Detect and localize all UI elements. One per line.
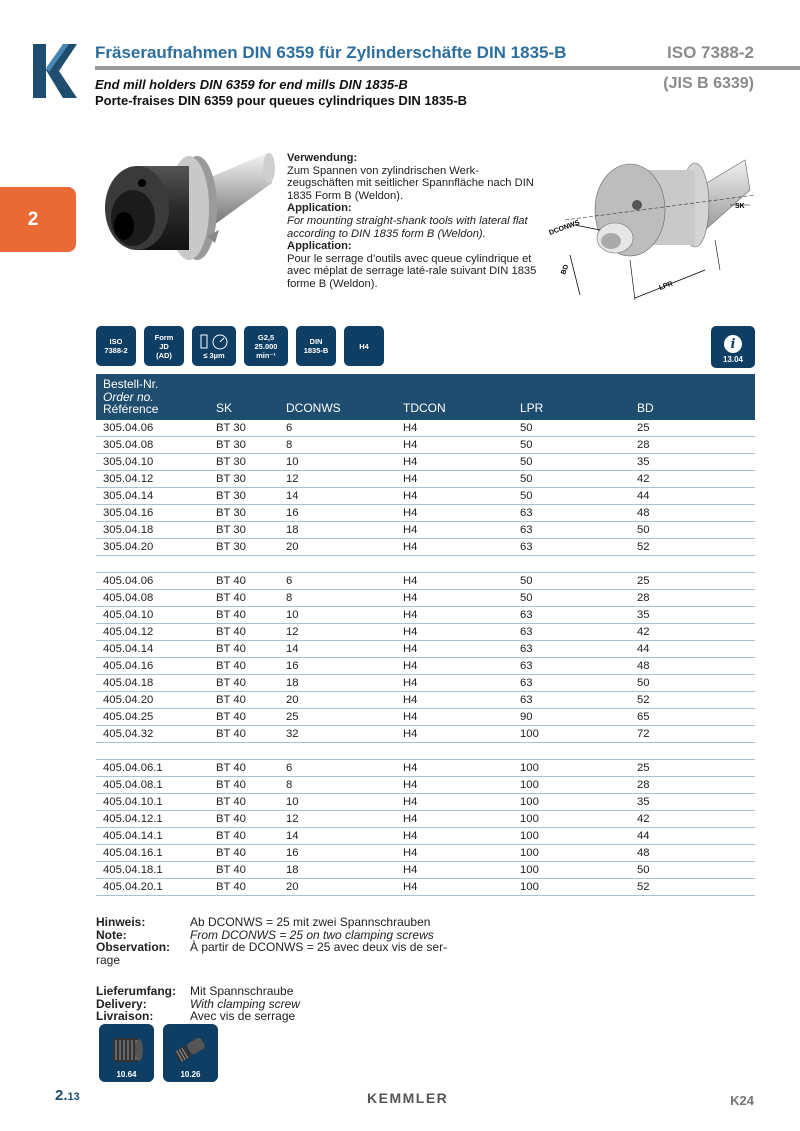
cell-bd: 28: [637, 779, 650, 791]
cell-lpr: 63: [520, 694, 533, 706]
table-row[interactable]: [96, 539, 755, 556]
cell-bd: 44: [637, 830, 650, 842]
cell-lpr: 63: [520, 541, 533, 553]
accessory-code-1: 10.64: [116, 1070, 137, 1079]
cell-order-no: 305.04.12: [103, 473, 154, 485]
cell-lpr: 100: [520, 830, 539, 842]
cell-lpr: 50: [520, 575, 533, 587]
cell-sk: BT 30: [216, 422, 246, 434]
cell-order-no: 405.04.18.1: [103, 864, 163, 876]
cell-dconws: 20: [286, 881, 299, 893]
note-label-de: Hinweis:: [96, 915, 146, 929]
cell-dconws: 14: [286, 830, 299, 842]
col-header-dconws: DCONWS: [286, 401, 341, 415]
cell-tdcon: H4: [403, 643, 418, 655]
cell-sk: BT 40: [216, 609, 246, 621]
cell-sk: BT 40: [216, 592, 246, 604]
cell-sk: BT 40: [216, 830, 246, 842]
cell-order-no: 405.04.18: [103, 677, 154, 689]
cell-order-no: 305.04.20: [103, 541, 154, 553]
group-separator: [96, 556, 755, 573]
product-table: [96, 420, 755, 896]
col-header-tdcon: TDCON: [403, 401, 446, 415]
order-header-en: Order no.: [103, 389, 154, 404]
cell-lpr: 50: [520, 439, 533, 451]
cell-tdcon: H4: [403, 439, 418, 451]
table-row[interactable]: [96, 437, 755, 454]
page-number-sub: 13: [67, 1091, 80, 1103]
cell-order-no: 405.04.12.1: [103, 813, 163, 825]
cell-tdcon: H4: [403, 796, 418, 808]
cell-lpr: 100: [520, 796, 539, 808]
cell-bd: 50: [637, 677, 650, 689]
cell-tdcon: H4: [403, 626, 418, 638]
cell-bd: 50: [637, 864, 650, 876]
cell-order-no: 405.04.06.1: [103, 762, 163, 774]
cell-tdcon: H4: [403, 660, 418, 672]
cell-bd: 65: [637, 711, 650, 723]
cell-tdcon: H4: [403, 575, 418, 587]
table-row[interactable]: [96, 488, 755, 505]
table-row[interactable]: [96, 607, 755, 624]
note-text-de: Ab DCONWS = 25 mit zwei Spannschrauben: [190, 915, 431, 929]
cell-order-no: 405.04.20: [103, 694, 154, 706]
table-row[interactable]: [96, 420, 755, 437]
table-row[interactable]: [96, 522, 755, 539]
cell-sk: BT 40: [216, 762, 246, 774]
order-header-de: Bestell-Nr.: [103, 377, 159, 391]
din-icon: [296, 326, 336, 366]
info-code: 13.04: [722, 355, 744, 364]
cell-bd: 25: [637, 422, 650, 434]
runout-icon: [192, 326, 236, 366]
cell-dconws: 25: [286, 711, 299, 723]
cell-sk: BT 30: [216, 524, 246, 536]
cell-lpr: 63: [520, 660, 533, 672]
h4-icon: [344, 326, 384, 366]
cell-tdcon: H4: [403, 592, 418, 604]
cell-sk: BT 40: [216, 694, 246, 706]
header-divider: [95, 66, 800, 70]
cell-sk: BT 40: [216, 575, 246, 587]
cell-lpr: 100: [520, 813, 539, 825]
delivery-label-en: Delivery:: [96, 996, 147, 1011]
table-row[interactable]: [96, 794, 755, 811]
table-row[interactable]: [96, 641, 755, 658]
cell-tdcon: H4: [403, 830, 418, 842]
cell-bd: 28: [637, 439, 650, 451]
table-row[interactable]: [96, 845, 755, 862]
info-i-icon: i: [724, 335, 742, 353]
cell-sk: BT 40: [216, 643, 246, 655]
cell-sk: BT 30: [216, 490, 246, 502]
form-icon-l3: (AD): [156, 350, 172, 360]
cell-order-no: 405.04.20.1: [103, 881, 163, 893]
table-row[interactable]: [96, 454, 755, 471]
iso-standard: ISO 7388-2: [667, 43, 754, 62]
usage-description: [287, 152, 542, 291]
table-row[interactable]: [96, 879, 755, 896]
usage-de-text: Zum Spannen von zylindrischen Werk-zeugschäften mit seitlicher Spannfläche nach DIN 1835 Form B (Weldon).: [287, 164, 534, 202]
table-row[interactable]: [96, 777, 755, 794]
cell-dconws: 8: [286, 779, 293, 791]
cell-lpr: 63: [520, 609, 533, 621]
table-row[interactable]: [96, 590, 755, 607]
cell-tdcon: H4: [403, 711, 418, 723]
spec-icons: [96, 326, 384, 366]
cell-tdcon: H4: [403, 524, 418, 536]
note-text-en: From DCONWS = 25 on two clamping screws: [190, 927, 434, 942]
cell-bd: 35: [637, 456, 650, 468]
cell-order-no: 405.04.32: [103, 728, 154, 740]
order-number-header: [103, 378, 158, 416]
cell-bd: 25: [637, 762, 650, 774]
cell-dconws: 32: [286, 728, 299, 740]
cell-bd: 25: [637, 575, 650, 587]
cell-lpr: 100: [520, 762, 539, 774]
cell-bd: 44: [637, 490, 650, 502]
cell-lpr: 100: [520, 728, 539, 740]
usage-en-text: For mounting straight-shank tools with lateral flat according to DIN 1835 form B (Weldon).: [287, 214, 528, 240]
table-row[interactable]: [96, 471, 755, 488]
chapter-tab[interactable]: [0, 187, 76, 252]
cell-lpr: 63: [520, 507, 533, 519]
label-bd: BD: [560, 263, 571, 276]
delivery-label-fr: Livraison:: [96, 1009, 154, 1023]
cell-tdcon: H4: [403, 490, 418, 502]
chapter-number: 2: [27, 208, 39, 230]
cell-dconws: 14: [286, 643, 299, 655]
cell-tdcon: H4: [403, 677, 418, 689]
cell-sk: BT 30: [216, 507, 246, 519]
iso-icon: [96, 326, 136, 366]
cell-dconws: 18: [286, 524, 299, 536]
label-sk: SK: [735, 203, 745, 210]
brand-footer: KEMMLER: [367, 1090, 449, 1106]
cell-order-no: 405.04.06: [103, 575, 154, 587]
cell-sk: BT 40: [216, 881, 246, 893]
balance-icon-l1: G2,5: [257, 332, 275, 342]
usage-fr-heading: Application:: [287, 240, 352, 253]
accessory-set-screw[interactable]: [99, 1024, 154, 1082]
cell-dconws: 8: [286, 592, 293, 604]
cell-sk: BT 40: [216, 864, 246, 876]
cell-sk: BT 30: [216, 541, 246, 553]
cell-order-no: 305.04.18: [103, 524, 154, 536]
balance-icon-l3: min⁻¹: [256, 350, 276, 360]
cell-bd: 52: [637, 541, 650, 553]
cell-dconws: 10: [286, 456, 299, 468]
cell-tdcon: H4: [403, 609, 418, 621]
cell-bd: 28: [637, 592, 650, 604]
cell-dconws: 14: [286, 490, 299, 502]
set-screw-icon: [107, 1032, 147, 1068]
cell-sk: BT 40: [216, 779, 246, 791]
info-icon[interactable]: [711, 326, 755, 368]
cell-lpr: 90: [520, 711, 533, 723]
cell-order-no: 405.04.10: [103, 609, 154, 621]
dial-gauge-icon: [199, 333, 229, 351]
cell-order-no: 405.04.16: [103, 660, 154, 672]
table-row[interactable]: [96, 828, 755, 845]
cell-tdcon: H4: [403, 728, 418, 740]
runout-icon-label: ≤ 3µm: [203, 350, 225, 360]
page-title-en: End mill holders DIN 6359 for end mills DIN 1835-B: [95, 77, 408, 92]
accessory-clamping-screw[interactable]: [163, 1024, 218, 1082]
page-number: [55, 1087, 80, 1104]
note-label-fr: Observation:: [96, 940, 171, 954]
balance-icon: [244, 326, 288, 366]
label-dconws: DCONWS: [548, 219, 581, 237]
clamping-screw-icon: [171, 1032, 211, 1068]
cell-dconws: 18: [286, 864, 299, 876]
cell-dconws: 10: [286, 796, 299, 808]
table-row[interactable]: [96, 862, 755, 879]
cell-bd: 48: [637, 847, 650, 859]
cell-order-no: 405.04.14: [103, 643, 154, 655]
cell-sk: BT 30: [216, 439, 246, 451]
cell-lpr: 63: [520, 677, 533, 689]
cell-tdcon: H4: [403, 813, 418, 825]
col-header-lpr: LPR: [520, 401, 544, 415]
cell-bd: 52: [637, 881, 650, 893]
cell-dconws: 12: [286, 473, 299, 485]
cell-sk: BT 40: [216, 711, 246, 723]
form-icon: [144, 326, 184, 366]
cell-lpr: 50: [520, 422, 533, 434]
table-header: [96, 374, 755, 420]
form-icon-l1: Form: [154, 332, 174, 342]
cell-dconws: 20: [286, 694, 299, 706]
kemmler-logo: [33, 44, 77, 98]
order-header-fr: Référence: [103, 402, 159, 416]
cell-sk: BT 40: [216, 813, 246, 825]
cell-lpr: 100: [520, 779, 539, 791]
cell-tdcon: H4: [403, 779, 418, 791]
cell-order-no: 305.04.10: [103, 456, 154, 468]
cell-bd: 44: [637, 643, 650, 655]
note-label-en: Note:: [96, 927, 127, 942]
cell-lpr: 50: [520, 592, 533, 604]
cell-dconws: 6: [286, 422, 293, 434]
cell-order-no: 305.04.08: [103, 439, 154, 451]
delivery-label-de: Lieferumfang:: [96, 984, 177, 998]
iso-icon-top: ISO: [109, 337, 123, 346]
cell-dconws: 18: [286, 677, 299, 689]
table-row[interactable]: [96, 658, 755, 675]
cell-lpr: 100: [520, 864, 539, 876]
cell-order-no: 405.04.08.1: [103, 779, 163, 791]
cell-tdcon: H4: [403, 694, 418, 706]
form-icon-l2: JD: [159, 341, 169, 351]
cell-dconws: 6: [286, 762, 293, 774]
h4-icon-label: H4: [359, 341, 369, 351]
table-row[interactable]: [96, 811, 755, 828]
cell-bd: 72: [637, 728, 650, 740]
cell-sk: BT 40: [216, 626, 246, 638]
cell-bd: 50: [637, 524, 650, 536]
table-row[interactable]: [96, 760, 755, 777]
cell-sk: BT 30: [216, 473, 246, 485]
cell-order-no: 405.04.14.1: [103, 830, 163, 842]
cell-bd: 48: [637, 660, 650, 672]
cell-dconws: 20: [286, 541, 299, 553]
cell-order-no: 405.04.10.1: [103, 796, 163, 808]
page-number-main: 2.: [55, 1087, 68, 1104]
page-title-de: Fräseraufnahmen DIN 6359 für Zylinderschäfte DIN 1835-B: [95, 43, 567, 62]
cell-sk: BT 40: [216, 796, 246, 808]
cell-tdcon: H4: [403, 864, 418, 876]
balance-icon-l2: 25.000: [254, 341, 278, 351]
cell-order-no: 405.04.16.1: [103, 847, 163, 859]
tool-holder-photo: [97, 148, 277, 273]
cell-tdcon: H4: [403, 507, 418, 519]
col-header-bd: BD: [637, 401, 654, 415]
cell-order-no: 405.04.08: [103, 592, 154, 604]
cell-tdcon: H4: [403, 541, 418, 553]
cell-lpr: 100: [520, 881, 539, 893]
cell-lpr: 63: [520, 524, 533, 536]
page-title-fr: Porte-fraises DIN 6359 pour queues cylindriques DIN 1835-B: [95, 93, 468, 108]
usage-fr-text: Pour le serrage d’outils avec queue cylindrique et avec méplat de serrage laté-rale suivant DIN 1835 forme B (Weldon).: [287, 252, 537, 290]
cell-tdcon: H4: [403, 847, 418, 859]
cell-dconws: 12: [286, 626, 299, 638]
cell-order-no: 305.04.06: [103, 422, 154, 434]
usage-en-heading: Application:: [287, 202, 352, 215]
table-row[interactable]: [96, 726, 755, 743]
cell-dconws: 12: [286, 813, 299, 825]
cell-bd: 35: [637, 609, 650, 621]
cell-bd: 48: [637, 507, 650, 519]
table-row[interactable]: [96, 692, 755, 709]
table-row[interactable]: [96, 675, 755, 692]
cell-order-no: 405.04.25: [103, 711, 154, 723]
cell-order-no: 305.04.16: [103, 507, 154, 519]
cell-lpr: 50: [520, 456, 533, 468]
cell-sk: BT 40: [216, 660, 246, 672]
cell-bd: 35: [637, 796, 650, 808]
table-row[interactable]: [96, 505, 755, 522]
table-row[interactable]: [96, 573, 755, 590]
delivery-text-en: With clamping screw: [190, 996, 300, 1011]
cell-dconws: 8: [286, 439, 293, 451]
cell-sk: BT 30: [216, 456, 246, 468]
cell-sk: BT 40: [216, 728, 246, 740]
cell-lpr: 100: [520, 847, 539, 859]
label-lpr: LPR: [658, 280, 674, 292]
cell-lpr: 50: [520, 490, 533, 502]
din-icon-bottom: 1835-B: [303, 346, 329, 355]
cell-sk: BT 40: [216, 677, 246, 689]
cell-bd: 42: [637, 626, 650, 638]
col-header-sk: SK: [216, 401, 233, 415]
table-row[interactable]: [96, 624, 755, 641]
catalog-code: K24: [730, 1093, 754, 1108]
cell-order-no: 405.04.12: [103, 626, 154, 638]
cell-tdcon: H4: [403, 473, 418, 485]
cell-bd: 42: [637, 473, 650, 485]
cell-tdcon: H4: [403, 422, 418, 434]
cell-dconws: 16: [286, 660, 299, 672]
cell-tdcon: H4: [403, 881, 418, 893]
cell-dconws: 16: [286, 847, 299, 859]
cell-lpr: 50: [520, 473, 533, 485]
iso-icon-bottom: 7388-2: [104, 346, 128, 355]
group-separator: [96, 743, 755, 760]
table-row[interactable]: [96, 709, 755, 726]
cell-tdcon: H4: [403, 762, 418, 774]
technical-drawing: [545, 150, 760, 310]
cell-order-no: 305.04.14: [103, 490, 154, 502]
cell-dconws: 16: [286, 507, 299, 519]
cell-dconws: 6: [286, 575, 293, 587]
cell-sk: BT 40: [216, 847, 246, 859]
din-icon-top: DIN: [309, 337, 323, 346]
cell-bd: 42: [637, 813, 650, 825]
accessory-code-2: 10.26: [180, 1070, 201, 1079]
cell-tdcon: H4: [403, 456, 418, 468]
cell-lpr: 63: [520, 643, 533, 655]
cell-bd: 52: [637, 694, 650, 706]
jis-standard: (JIS B 6339): [663, 75, 754, 92]
cell-dconws: 10: [286, 609, 299, 621]
delivery-text-fr: Avec vis de serrage: [190, 1009, 296, 1023]
delivery-text-de: Mit Spannschraube: [190, 984, 294, 998]
usage-de-heading: Verwendung:: [287, 152, 358, 164]
note-text-fr: À partir de DCONWS = 25 avec deux vis de ser-rage: [96, 940, 448, 967]
cell-lpr: 63: [520, 626, 533, 638]
